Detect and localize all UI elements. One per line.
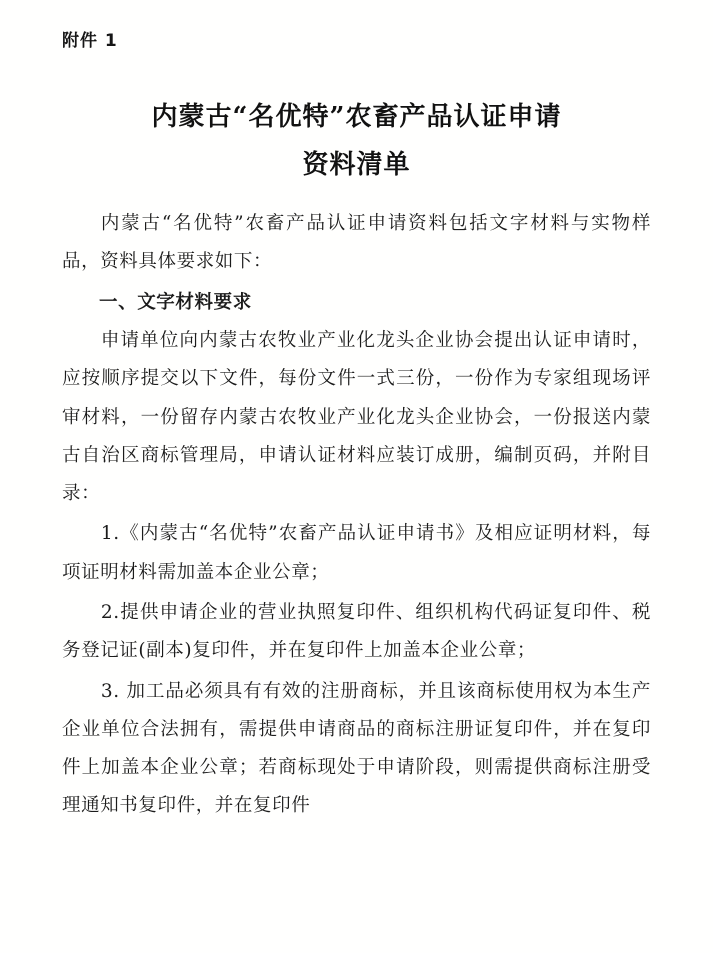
paragraph-item-2: 2.提供申请企业的营业执照复印件、组织机构代码证复印件、税务登记证(副本)复印件，并在复印件上加盖本企业公章； xyxy=(62,602,651,662)
page-title xyxy=(62,93,651,189)
paragraph-item-1: 1.《内蒙古“名优特”农畜产品认证申请书》及相应证明材料，每项证明材料需加盖本企业公章； xyxy=(62,523,651,583)
paragraph-submission-requirements: 申请单位向内蒙古农牧业产业化龙头企业协会提出认证申请时，应按顺序提交以下文件，每份文件一式三份，一份作为专家组现场评审材料，一份留存内蒙古农牧业产业化龙头企业协会，一份报送内蒙古自治区商标管理局，申请认证材料应装订成册，编制页码，并附目录： xyxy=(62,330,651,505)
page-title-line-1: 内蒙古“名优特”农畜产品认证申请 xyxy=(151,102,562,132)
paragraph-intro: 内蒙古“名优特”农畜产品认证申请资料包括文字材料与实物样品，资料具体要求如下： xyxy=(62,213,651,273)
page-title-line-2: 资料清单 xyxy=(302,150,411,181)
paragraph-item-3: 3. 加工品必须具有有效的注册商标，并且该商标使用权为本生产企业单位合法拥有，需提供申请商品的商标注册证复印件，并在复印件上加盖本企业公章；若商标现处于申请阶段，则需提供商标注册受理通知书复印件，并在复印件 xyxy=(62,680,651,817)
section-heading-text-materials: 一、文字材料要求 xyxy=(99,291,252,313)
attachment-label: 附件 1 xyxy=(62,31,118,51)
